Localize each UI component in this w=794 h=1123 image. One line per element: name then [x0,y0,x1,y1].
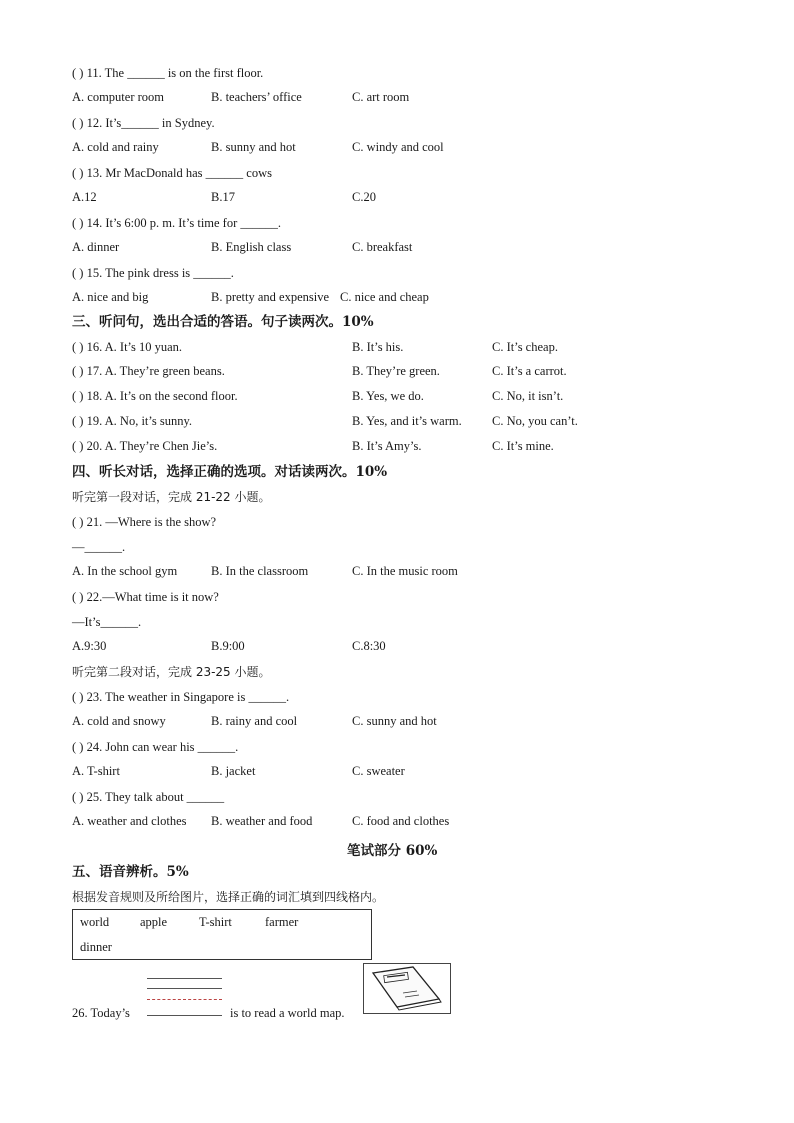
option-21b: B. In the classroom [211,564,309,578]
word-tshirt: T-shirt [199,915,232,929]
question-17: ( ) 17. A. They’re green beans. [72,364,225,378]
section-5-instruction: 根据发音规则及所给图片，选择正确的词汇填到四线格内。 [72,890,385,904]
question-11: ( ) 11. The ______ is on the first floor. [72,66,264,80]
section-3-title: 三、听问句，选出合适的答语。句子读两次。10% [72,314,374,330]
section-4-title: 四、听长对话，选择正确的选项。对话读两次。10% [72,464,388,480]
section-4-instruction-1: 听完第一段对话，完成 21-22 小题。 [72,490,271,504]
option-11b: B. teachers’ office [211,90,302,104]
option-15a: A. nice and big [72,290,149,304]
option-18b: B. Yes, we do. [352,389,424,403]
question-26-suffix: is to read a world map. [230,1006,345,1020]
option-11a: A. computer room [72,90,164,104]
option-24a: A. T-shirt [72,764,120,778]
option-19b: B. Yes, and it’s warm. [352,414,462,428]
option-15b: B. pretty and expensive [211,290,330,304]
option-22b: B.9:00 [211,639,245,653]
answer-22: —It’s______. [72,615,142,629]
option-16b: B. It’s his. [352,340,404,354]
option-12a: A. cold and rainy [72,140,159,154]
option-15c: C. nice and cheap [340,290,429,304]
word-farmer: farmer [265,915,299,929]
option-16c: C. It’s cheap. [492,340,558,354]
question-13: ( ) 13. Mr MacDonald has ______ cows [72,166,272,180]
word-dinner: dinner [80,940,112,954]
question-19: ( ) 19. A. No, it’s sunny. [72,414,193,428]
question-18: ( ) 18. A. It’s on the second floor. [72,389,238,403]
option-23c: C. sunny and hot [352,714,437,728]
option-25b: B. weather and food [211,814,313,828]
option-23a: A. cold and snowy [72,714,166,728]
question-12: ( ) 12. It’s______ in Sydney. [72,116,215,130]
option-12c: C. windy and cool [352,140,444,154]
answer-21: —______. [72,540,126,554]
option-13c: C.20 [352,190,376,204]
question-25: ( ) 25. They talk about ______ [72,790,225,804]
question-15: ( ) 15. The pink dress is ______. [72,266,234,280]
option-12b: B. sunny and hot [211,140,296,154]
option-25c: C. food and clothes [352,814,450,828]
homework-notebook-icon [363,963,451,1014]
option-22c: C.8:30 [352,639,386,653]
option-22a: A.9:30 [72,639,107,653]
option-20b: B. It’s Amy’s. [352,439,422,453]
option-14b: B. English class [211,240,292,254]
option-21a: A. In the school gym [72,564,178,578]
question-23: ( ) 23. The weather in Singapore is ______. [72,690,290,704]
word-apple: apple [140,915,168,929]
question-26-prefix: 26. Today’s [72,1006,130,1020]
question-24: ( ) 24. John can wear his ______. [72,740,239,754]
written-part-title: 笔试部分 60% [347,843,438,859]
section-4-instruction-2: 听完第二段对话，完成 23-25 小题。 [72,665,271,679]
option-19c: C. No, you can’t. [492,414,578,428]
question-16: ( ) 16. A. It’s 10 yuan. [72,340,183,354]
section-5-title: 五、语音辨析。5% [72,864,189,880]
word-world: world [80,915,110,929]
option-21c: C. In the music room [352,564,458,578]
option-24c: C. sweater [352,764,405,778]
question-21: ( ) 21. —Where is the show? [72,515,217,529]
option-13b: B.17 [211,190,235,204]
word-bank [72,909,372,960]
question-20: ( ) 20. A. They’re Chen Jie’s. [72,439,218,453]
option-20c: C. It’s mine. [492,439,554,453]
question-14: ( ) 14. It’s 6:00 p. m. It’s time for ______. [72,216,282,230]
option-18c: C. No, it isn’t. [492,389,564,403]
option-17b: B. They’re green. [352,364,440,378]
option-24b: B. jacket [211,764,256,778]
question-22: ( ) 22.—What time is it now? [72,590,219,604]
option-25a: A. weather and clothes [72,814,187,828]
option-14a: A. dinner [72,240,120,254]
option-11c: C. art room [352,90,410,104]
option-17c: C. It’s a carrot. [492,364,567,378]
option-23b: B. rainy and cool [211,714,298,728]
option-14c: C. breakfast [352,240,413,254]
option-13a: A.12 [72,190,97,204]
